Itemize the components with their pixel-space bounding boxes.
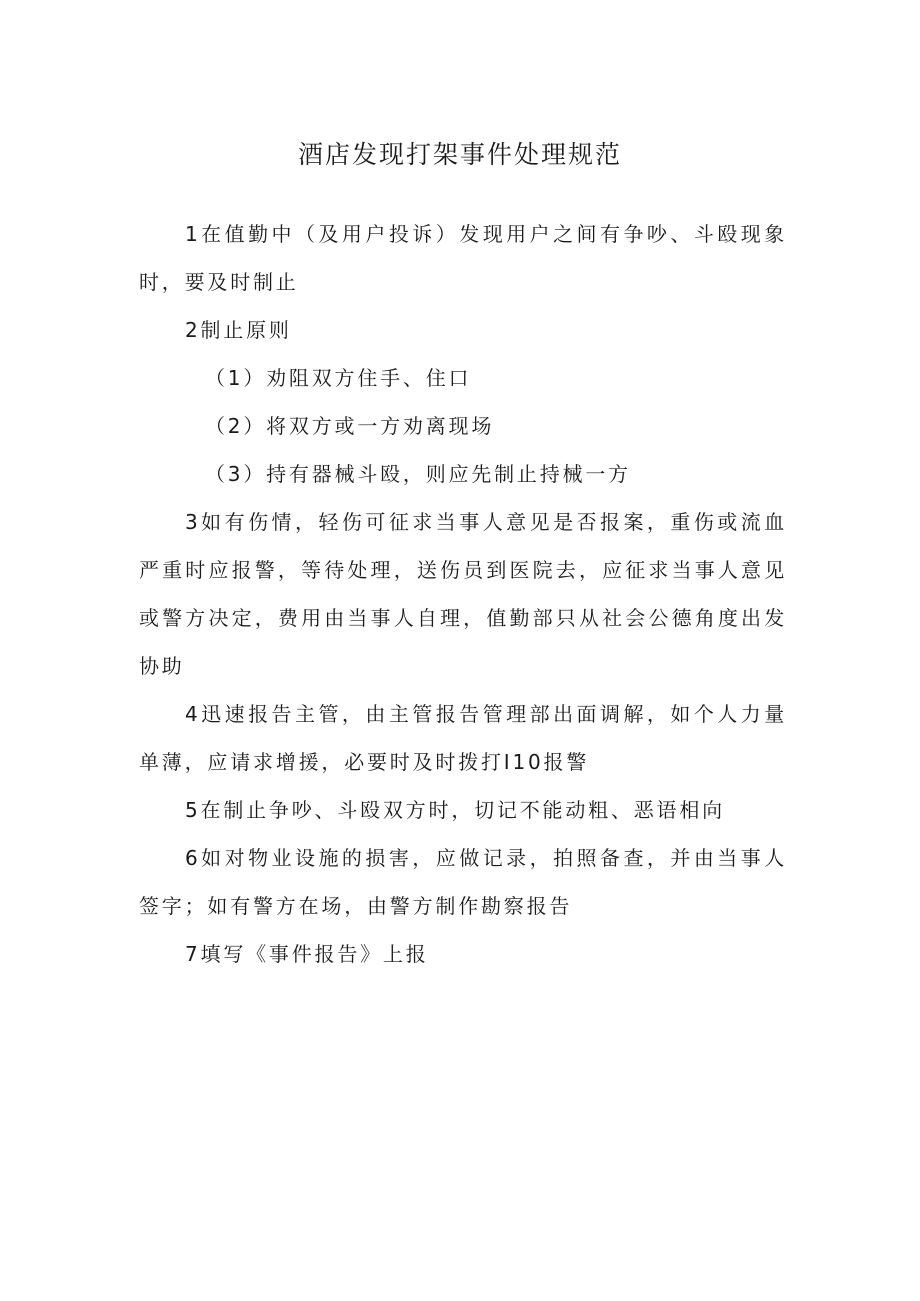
paragraph-6: 6如对物业设施的损害，应做记录，拍照备查，并由当事人签字；如有警方在场，由警方制作勘察报告 — [139, 846, 787, 918]
document-body — [139, 210, 787, 978]
paragraph-4: 4迅速报告主管，由主管报告管理部出面调解，如个人力量单薄，应请求增援，必要时及时拨打I10报警 — [139, 702, 787, 774]
paragraph-7: 7填写《事件报告》上报 — [185, 942, 429, 966]
sub-item-2: （2）将双方或一方劝离现场 — [205, 414, 495, 438]
sub-item-1: （1）劝阻双方住手、住口 — [205, 366, 472, 390]
document-title: 酒店发现打架事件处理规范 — [297, 139, 622, 169]
paragraph-3: 3如有伤情，轻伤可征求当事人意见是否报案，重伤或流血严重时应报警，等待处理，送伤员到医院去，应征求当事人意见或警方决定，费用由当事人自理，值勤部只从社会公德角度出发协助 — [139, 510, 787, 678]
paragraph-1: 1在值勤中（及用户投诉）发现用户之间有争吵、斗殴现象时，要及时制止 — [139, 222, 787, 294]
sub-item-3: （3）持有器械斗殴，则应先制止持械一方 — [205, 462, 631, 486]
paragraph-2: 2制止原则 — [185, 318, 292, 342]
paragraph-5: 5在制止争吵、斗殴双方时，切记不能动粗、恶语相向 — [185, 798, 725, 822]
